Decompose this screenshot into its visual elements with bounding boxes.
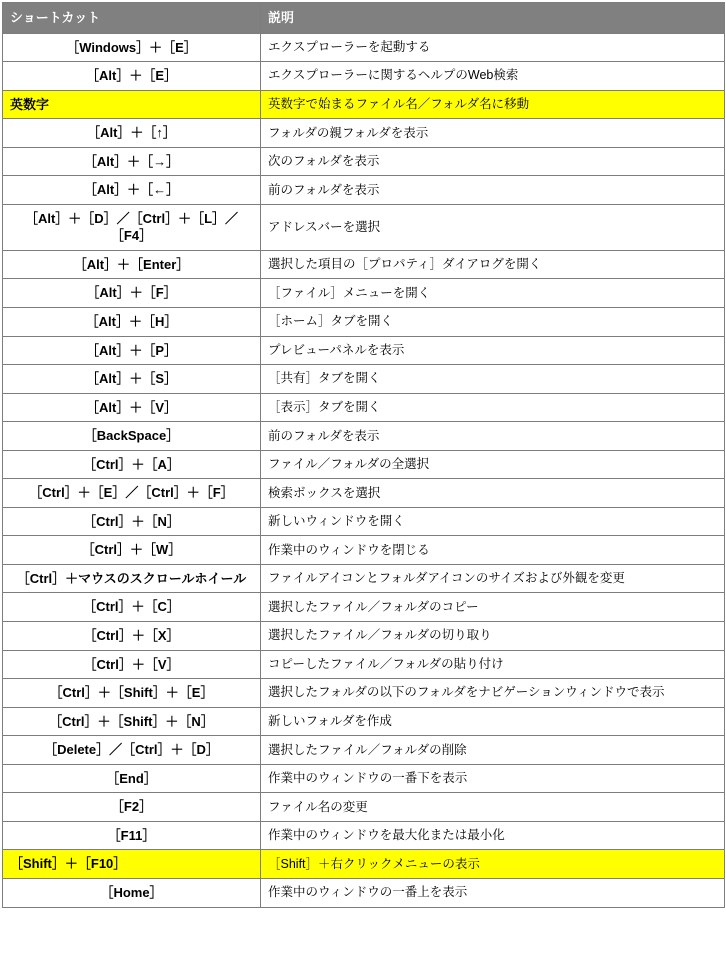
shortcut-cell: ［BackSpace］ xyxy=(3,422,261,451)
description-cell: 選択した項目の［プロパティ］ダイアログを開く xyxy=(261,250,725,279)
description-cell: プレビューパネルを表示 xyxy=(261,336,725,365)
table-row xyxy=(3,878,725,907)
description-cell: ファイル名の変更 xyxy=(261,793,725,822)
table-row xyxy=(3,176,725,205)
table-row xyxy=(3,250,725,279)
description-cell: 選択したファイル／フォルダの切り取り xyxy=(261,622,725,651)
description-cell: 作業中のウィンドウの一番下を表示 xyxy=(261,764,725,793)
shortcut-cell: ［Alt］＋［Enter］ xyxy=(3,250,261,279)
shortcut-cell: ［Alt］＋［S］ xyxy=(3,365,261,394)
description-cell: ［Shift］＋右クリックメニューの表示 xyxy=(261,850,725,879)
description-cell: 選択したファイル／フォルダの削除 xyxy=(261,736,725,765)
shortcut-cell: ［Home］ xyxy=(3,878,261,907)
shortcut-cell: ［Ctrl］＋マウスのスクロールホイール xyxy=(3,564,261,593)
shortcut-cell: ［Ctrl］＋［N］ xyxy=(3,507,261,536)
shortcut-cell: ［Alt］＋［↑］ xyxy=(3,119,261,148)
table-row xyxy=(3,422,725,451)
shortcut-cell: ［Ctrl］＋［W］ xyxy=(3,536,261,565)
table-row xyxy=(3,393,725,422)
table-row xyxy=(3,365,725,394)
description-cell: アドレスバーを選択 xyxy=(261,204,725,250)
table-row xyxy=(3,650,725,679)
table-row xyxy=(3,850,725,879)
shortcut-cell: ［Alt］＋［←］ xyxy=(3,176,261,205)
table-header-row xyxy=(3,3,725,34)
shortcut-cell: ［Ctrl］＋［Shift］＋［N］ xyxy=(3,707,261,736)
shortcut-cell: ［F11］ xyxy=(3,821,261,850)
table-row xyxy=(3,736,725,765)
table-row xyxy=(3,279,725,308)
table-row xyxy=(3,450,725,479)
description-cell: 作業中のウィンドウを閉じる xyxy=(261,536,725,565)
shortcut-cell: ［Alt］＋［D］／［Ctrl］＋［L］／［F4］ xyxy=(3,204,261,250)
table-row xyxy=(3,564,725,593)
table-row xyxy=(3,90,725,119)
shortcut-table-container xyxy=(0,2,726,908)
description-cell: 前のフォルダを表示 xyxy=(261,176,725,205)
description-cell: 新しいウィンドウを開く xyxy=(261,507,725,536)
description-cell: コピーしたファイル／フォルダの貼り付け xyxy=(261,650,725,679)
shortcut-cell: ［Ctrl］＋［V］ xyxy=(3,650,261,679)
description-cell: 選択したフォルダの以下のフォルダをナビゲーションウィンドウで表示 xyxy=(261,679,725,708)
description-cell: 新しいフォルダを作成 xyxy=(261,707,725,736)
shortcut-cell: 英数字 xyxy=(3,90,261,119)
table-row xyxy=(3,308,725,337)
table-row xyxy=(3,679,725,708)
description-cell: 次のフォルダを表示 xyxy=(261,147,725,176)
table-row xyxy=(3,764,725,793)
shortcut-cell: ［End］ xyxy=(3,764,261,793)
table-row xyxy=(3,62,725,91)
table-row xyxy=(3,707,725,736)
shortcut-cell: ［F2］ xyxy=(3,793,261,822)
shortcut-cell: ［Alt］＋［V］ xyxy=(3,393,261,422)
table-row xyxy=(3,119,725,148)
table-row xyxy=(3,622,725,651)
description-cell: ファイルアイコンとフォルダアイコンのサイズおよび外観を変更 xyxy=(261,564,725,593)
table-header xyxy=(3,3,725,34)
shortcut-cell: ［Delete］／［Ctrl］＋［D］ xyxy=(3,736,261,765)
table-row xyxy=(3,821,725,850)
description-cell: フォルダの親フォルダを表示 xyxy=(261,119,725,148)
description-cell: 検索ボックスを選択 xyxy=(261,479,725,508)
description-cell: 作業中のウィンドウを最大化または最小化 xyxy=(261,821,725,850)
table-row xyxy=(3,507,725,536)
table-row xyxy=(3,479,725,508)
description-cell: 英数字で始まるファイル名／フォルダ名に移動 xyxy=(261,90,725,119)
shortcut-cell: ［Ctrl］＋［X］ xyxy=(3,622,261,651)
table-body xyxy=(3,33,725,907)
description-cell: ［ファイル］メニューを開く xyxy=(261,279,725,308)
table-row xyxy=(3,593,725,622)
shortcut-cell: ［Alt］＋［P］ xyxy=(3,336,261,365)
description-cell: エクスプローラーに関するヘルプのWeb検索 xyxy=(261,62,725,91)
shortcut-cell: ［Alt］＋［E］ xyxy=(3,62,261,91)
description-cell: ［ホーム］タブを開く xyxy=(261,308,725,337)
description-cell: ［共有］タブを開く xyxy=(261,365,725,394)
shortcut-table xyxy=(2,2,725,908)
description-cell: ［表示］タブを開く xyxy=(261,393,725,422)
shortcut-cell: ［Alt］＋［F］ xyxy=(3,279,261,308)
column-header-description: 説明 xyxy=(261,3,725,34)
shortcut-cell: ［Ctrl］＋［A］ xyxy=(3,450,261,479)
shortcut-cell: ［Alt］＋［→］ xyxy=(3,147,261,176)
shortcut-cell: ［Ctrl］＋［E］／［Ctrl］＋［F］ xyxy=(3,479,261,508)
description-cell: 作業中のウィンドウの一番上を表示 xyxy=(261,878,725,907)
shortcut-cell: ［Shift］＋［F10］ xyxy=(3,850,261,879)
description-cell: ファイル／フォルダの全選択 xyxy=(261,450,725,479)
shortcut-cell: ［Ctrl］＋［Shift］＋［E］ xyxy=(3,679,261,708)
description-cell: 前のフォルダを表示 xyxy=(261,422,725,451)
shortcut-cell: ［Alt］＋［H］ xyxy=(3,308,261,337)
table-row xyxy=(3,204,725,250)
table-row xyxy=(3,536,725,565)
table-row xyxy=(3,336,725,365)
table-row xyxy=(3,793,725,822)
column-header-shortcut: ショートカット xyxy=(3,3,261,34)
shortcut-cell: ［Ctrl］＋［C］ xyxy=(3,593,261,622)
shortcut-cell: ［Windows］＋［E］ xyxy=(3,33,261,62)
description-cell: エクスプローラーを起動する xyxy=(261,33,725,62)
table-row xyxy=(3,33,725,62)
description-cell: 選択したファイル／フォルダのコピー xyxy=(261,593,725,622)
table-row xyxy=(3,147,725,176)
